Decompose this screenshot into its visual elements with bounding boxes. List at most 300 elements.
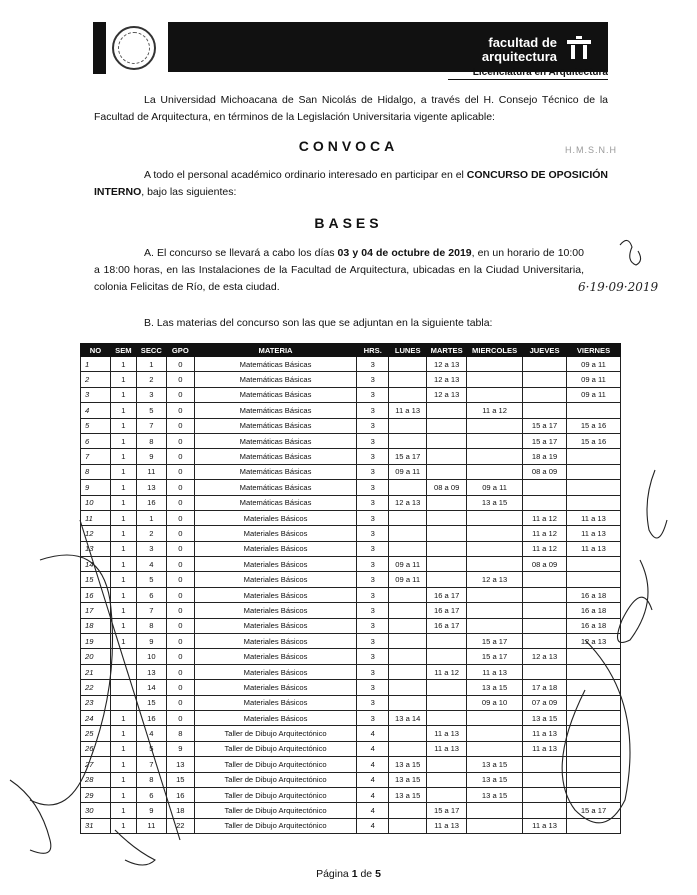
table-cell bbox=[389, 818, 427, 833]
table-row bbox=[81, 557, 621, 572]
table-cell: Matemáticas Básicas bbox=[194, 449, 357, 464]
table-cell: 0 bbox=[166, 587, 194, 602]
table-cell: 1 bbox=[110, 741, 136, 756]
table-cell: 3 bbox=[136, 541, 166, 556]
table-cell bbox=[389, 803, 427, 818]
table-cell bbox=[427, 710, 467, 725]
table-cell: 11 a 12 bbox=[523, 510, 567, 525]
table-cell bbox=[567, 449, 621, 464]
table-cell: 2 bbox=[81, 372, 111, 387]
faculty-logo-icon bbox=[565, 34, 593, 62]
table-cell: Taller de Dibujo Arquitectónico bbox=[194, 757, 357, 772]
page-total: 5 bbox=[375, 868, 381, 880]
table-cell: 3 bbox=[357, 587, 389, 602]
table-cell: 4 bbox=[81, 403, 111, 418]
table-cell bbox=[427, 464, 467, 479]
table-cell: 12 a 13 bbox=[427, 387, 467, 402]
table-cell bbox=[427, 403, 467, 418]
table-cell: 9 bbox=[166, 741, 194, 756]
table-cell: Matemáticas Básicas bbox=[194, 464, 357, 479]
table-cell: 27 bbox=[81, 757, 111, 772]
column-header: HRS. bbox=[357, 344, 389, 357]
table-cell: Matemáticas Básicas bbox=[194, 418, 357, 433]
table-cell: 1 bbox=[110, 541, 136, 556]
table-row bbox=[81, 541, 621, 556]
table-cell: 18 a 19 bbox=[523, 449, 567, 464]
table-cell: 15 a 17 bbox=[427, 803, 467, 818]
table-cell bbox=[389, 603, 427, 618]
table-cell bbox=[567, 495, 621, 510]
table-cell: 8 bbox=[136, 772, 166, 787]
table-cell bbox=[427, 495, 467, 510]
table-cell bbox=[567, 757, 621, 772]
table-cell: 4 bbox=[357, 787, 389, 802]
table-cell: 1 bbox=[110, 634, 136, 649]
table-cell: 4 bbox=[357, 757, 389, 772]
table-cell: 8 bbox=[166, 726, 194, 741]
table-row bbox=[81, 603, 621, 618]
table-cell: 8 bbox=[136, 618, 166, 633]
table-cell bbox=[467, 741, 523, 756]
table-cell: 16 a 17 bbox=[427, 603, 467, 618]
table-cell: 13 a 15 bbox=[389, 757, 427, 772]
invitation-text-before: A todo el personal académico ordinario interesado en participar en el bbox=[144, 169, 467, 181]
table-cell bbox=[389, 480, 427, 495]
table-cell: 7 bbox=[136, 418, 166, 433]
table-cell: Matemáticas Básicas bbox=[194, 480, 357, 495]
table-cell: 1 bbox=[110, 710, 136, 725]
table-cell bbox=[523, 387, 567, 402]
table-cell bbox=[567, 787, 621, 802]
table-cell bbox=[389, 541, 427, 556]
table-cell: Materiales Básicos bbox=[194, 634, 357, 649]
table-cell: 0 bbox=[166, 357, 194, 372]
table-cell: 30 bbox=[81, 803, 111, 818]
table-cell: 21 bbox=[81, 664, 111, 679]
table-row bbox=[81, 387, 621, 402]
table-cell bbox=[523, 480, 567, 495]
table-cell bbox=[467, 557, 523, 572]
table-cell bbox=[467, 803, 523, 818]
table-cell: 11 a 12 bbox=[427, 664, 467, 679]
table-cell: 4 bbox=[136, 557, 166, 572]
table-cell: 1 bbox=[110, 787, 136, 802]
table-cell bbox=[389, 418, 427, 433]
table-cell: Materiales Básicos bbox=[194, 710, 357, 725]
table-cell: 09 a 11 bbox=[567, 387, 621, 402]
table-cell bbox=[467, 587, 523, 602]
table-cell: Taller de Dibujo Arquitectónico bbox=[194, 726, 357, 741]
column-header: JUEVES bbox=[523, 344, 567, 357]
table-row bbox=[81, 587, 621, 602]
table-cell bbox=[467, 433, 523, 448]
table-row bbox=[81, 680, 621, 695]
table-cell: 10 bbox=[81, 495, 111, 510]
table-cell: 24 bbox=[81, 710, 111, 725]
table-cell: 19 bbox=[81, 634, 111, 649]
table-cell: Matemáticas Básicas bbox=[194, 403, 357, 418]
table-cell: 1 bbox=[110, 403, 136, 418]
table-row bbox=[81, 695, 621, 710]
table-cell: 15 a 16 bbox=[567, 433, 621, 448]
table-row bbox=[81, 726, 621, 741]
table-cell bbox=[567, 818, 621, 833]
table-cell: 1 bbox=[110, 418, 136, 433]
table-cell: 1 bbox=[110, 495, 136, 510]
table-cell: 0 bbox=[166, 557, 194, 572]
table-cell: 13 a 15 bbox=[467, 495, 523, 510]
signature-right-1 bbox=[647, 470, 667, 538]
table-cell: Materiales Básicos bbox=[194, 557, 357, 572]
table-cell: 6 bbox=[81, 433, 111, 448]
table-cell: 22 bbox=[81, 680, 111, 695]
table-cell bbox=[523, 787, 567, 802]
table-cell: 09 a 11 bbox=[567, 372, 621, 387]
table-cell: 4 bbox=[136, 726, 166, 741]
table-cell: 11 bbox=[136, 464, 166, 479]
table-cell: 11 a 12 bbox=[467, 403, 523, 418]
university-seal-icon bbox=[112, 26, 156, 70]
column-header: VIERNES bbox=[567, 344, 621, 357]
table-cell: 5 bbox=[136, 572, 166, 587]
table-cell: Taller de Dibujo Arquitectónico bbox=[194, 787, 357, 802]
table-cell: Materiales Básicos bbox=[194, 664, 357, 679]
table-cell: 11 a 13 bbox=[523, 818, 567, 833]
table-cell bbox=[110, 695, 136, 710]
table-cell bbox=[427, 510, 467, 525]
table-cell: 15 a 17 bbox=[467, 649, 523, 664]
table-cell: Matemáticas Básicas bbox=[194, 357, 357, 372]
table-cell: 0 bbox=[166, 634, 194, 649]
table-cell: 5 bbox=[136, 741, 166, 756]
table-cell: 2 bbox=[136, 526, 166, 541]
table-cell bbox=[389, 634, 427, 649]
table-cell bbox=[389, 587, 427, 602]
table-cell: 3 bbox=[357, 557, 389, 572]
table-cell: Matemáticas Básicas bbox=[194, 495, 357, 510]
table-cell: 3 bbox=[357, 464, 389, 479]
contest-dates: 03 y 04 de octubre de 2019 bbox=[337, 247, 472, 259]
table-cell: 0 bbox=[166, 372, 194, 387]
table-cell bbox=[467, 526, 523, 541]
table-cell: 16 bbox=[136, 710, 166, 725]
faculty-line1: facultad de bbox=[488, 35, 557, 50]
table-cell: 09 a 11 bbox=[389, 464, 427, 479]
table-cell: 0 bbox=[166, 710, 194, 725]
table-cell: 3 bbox=[357, 634, 389, 649]
table-cell: 7 bbox=[136, 757, 166, 772]
table-cell: Matemáticas Básicas bbox=[194, 433, 357, 448]
table-cell bbox=[467, 449, 523, 464]
table-row bbox=[81, 572, 621, 587]
table-cell: 0 bbox=[166, 464, 194, 479]
table-cell bbox=[110, 649, 136, 664]
item-b-paragraph: B. Las materias del concurso son las que se adjuntan en la siguiente tabla: bbox=[144, 317, 493, 329]
table-cell bbox=[523, 618, 567, 633]
table-cell: 1 bbox=[110, 772, 136, 787]
table-cell bbox=[427, 449, 467, 464]
table-row bbox=[81, 772, 621, 787]
table-cell: 17 a 18 bbox=[523, 680, 567, 695]
table-cell bbox=[567, 572, 621, 587]
table-cell: 15 a 17 bbox=[467, 634, 523, 649]
table-cell: 1 bbox=[136, 510, 166, 525]
table-cell bbox=[523, 372, 567, 387]
table-cell bbox=[389, 649, 427, 664]
invitation-paragraph bbox=[94, 167, 608, 201]
intro-paragraph: La Universidad Michoacana de San Nicolás de Hidalgo, a través del H. Consejo Técnico de la Facultad de Arquitectura, en términos de la Legislación Universitaria vigente aplicable: bbox=[94, 94, 608, 123]
table-cell: Materiales Básicos bbox=[194, 680, 357, 695]
table-cell: 11 bbox=[136, 818, 166, 833]
program-name: Licenciatura en Arquitectura bbox=[448, 67, 608, 80]
table-cell: 3 bbox=[357, 495, 389, 510]
table-cell: 1 bbox=[110, 526, 136, 541]
table-cell bbox=[467, 510, 523, 525]
table-cell bbox=[389, 618, 427, 633]
table-cell: Taller de Dibujo Arquitectónico bbox=[194, 741, 357, 756]
table-cell: 4 bbox=[357, 772, 389, 787]
table-cell: 14 bbox=[136, 680, 166, 695]
column-header: SECC bbox=[136, 344, 166, 357]
table-cell: 3 bbox=[357, 572, 389, 587]
table-cell: 13 a 15 bbox=[467, 680, 523, 695]
table-cell: 1 bbox=[110, 803, 136, 818]
table-cell bbox=[110, 664, 136, 679]
table-cell: 0 bbox=[166, 449, 194, 464]
table-row bbox=[81, 403, 621, 418]
table-cell bbox=[467, 603, 523, 618]
table-cell: 11 a 13 bbox=[523, 741, 567, 756]
table-row bbox=[81, 634, 621, 649]
table-cell: 11 a 12 bbox=[523, 541, 567, 556]
table-cell bbox=[427, 541, 467, 556]
table-cell: Taller de Dibujo Arquitectónico bbox=[194, 772, 357, 787]
table-cell: 1 bbox=[110, 510, 136, 525]
table-cell: 16 bbox=[166, 787, 194, 802]
table-cell: 1 bbox=[110, 757, 136, 772]
table-cell bbox=[389, 726, 427, 741]
table-cell bbox=[389, 526, 427, 541]
table-cell: 1 bbox=[110, 557, 136, 572]
item-a-before: A. El concurso se llevará a cabo los días bbox=[144, 247, 338, 259]
table-cell bbox=[427, 757, 467, 772]
table-cell: 13 a 15 bbox=[389, 772, 427, 787]
table-cell: 09 a 11 bbox=[389, 557, 427, 572]
table-cell: 3 bbox=[357, 695, 389, 710]
table-cell: Materiales Básicos bbox=[194, 526, 357, 541]
table-cell: 3 bbox=[357, 387, 389, 402]
table-cell: Taller de Dibujo Arquitectónico bbox=[194, 818, 357, 833]
table-cell: 3 bbox=[81, 387, 111, 402]
table-cell: 0 bbox=[166, 403, 194, 418]
signature-right-2 bbox=[618, 560, 653, 643]
table-cell bbox=[467, 541, 523, 556]
table-cell: 1 bbox=[110, 480, 136, 495]
table-cell: Materiales Básicos bbox=[194, 541, 357, 556]
table-cell bbox=[389, 510, 427, 525]
table-cell: 0 bbox=[166, 603, 194, 618]
page-number: 1 bbox=[351, 868, 358, 880]
table-cell: 15 a 17 bbox=[389, 449, 427, 464]
table-cell bbox=[389, 433, 427, 448]
contest-name: CONCURSO DE OPOSICIÓN INTERNO bbox=[94, 169, 608, 198]
table-cell bbox=[427, 526, 467, 541]
table-cell: 13 a 15 bbox=[389, 787, 427, 802]
table-cell bbox=[389, 387, 427, 402]
table-cell: 0 bbox=[166, 480, 194, 495]
table-cell bbox=[467, 464, 523, 479]
table-cell bbox=[467, 357, 523, 372]
table-cell: 13 a 15 bbox=[467, 772, 523, 787]
footer-middle: de bbox=[357, 868, 376, 880]
table-cell: 12 a 13 bbox=[567, 634, 621, 649]
table-cell: 12 a 13 bbox=[389, 495, 427, 510]
table-cell bbox=[523, 357, 567, 372]
table-cell: 08 a 09 bbox=[427, 480, 467, 495]
table-cell bbox=[467, 387, 523, 402]
table-cell: 11 a 13 bbox=[467, 664, 523, 679]
table-cell: Materiales Básicos bbox=[194, 603, 357, 618]
table-cell: Materiales Básicos bbox=[194, 572, 357, 587]
column-header: MIERCOLES bbox=[467, 344, 523, 357]
table-cell bbox=[523, 772, 567, 787]
table-cell: 3 bbox=[357, 603, 389, 618]
header-left-bar bbox=[93, 22, 106, 74]
invitation-text-after: , bajo las siguientes: bbox=[141, 186, 237, 198]
page-footer bbox=[0, 868, 697, 880]
table-cell: 15 bbox=[81, 572, 111, 587]
table-cell: 0 bbox=[166, 572, 194, 587]
table-cell: 22 bbox=[166, 818, 194, 833]
table-cell: 1 bbox=[110, 433, 136, 448]
table-cell: 20 bbox=[81, 649, 111, 664]
table-row bbox=[81, 618, 621, 633]
table-cell: 3 bbox=[357, 372, 389, 387]
table-cell: 11 a 13 bbox=[567, 541, 621, 556]
table-cell: 1 bbox=[110, 372, 136, 387]
table-cell bbox=[467, 710, 523, 725]
table-header-row bbox=[81, 344, 621, 357]
table-cell: 09 a 11 bbox=[467, 480, 523, 495]
table-cell: 3 bbox=[357, 480, 389, 495]
table-cell: 1 bbox=[110, 357, 136, 372]
table-cell bbox=[567, 695, 621, 710]
table-cell: 13 a 15 bbox=[467, 757, 523, 772]
table-cell: 0 bbox=[166, 618, 194, 633]
table-cell: 1 bbox=[110, 818, 136, 833]
table-cell: 3 bbox=[357, 618, 389, 633]
table-cell: 3 bbox=[357, 433, 389, 448]
table-cell: 13 bbox=[136, 664, 166, 679]
table-cell: 25 bbox=[81, 726, 111, 741]
table-cell: 3 bbox=[357, 680, 389, 695]
table-cell bbox=[427, 695, 467, 710]
table-cell bbox=[567, 726, 621, 741]
table-cell bbox=[389, 741, 427, 756]
table-cell: 1 bbox=[110, 387, 136, 402]
table-cell: 16 a 17 bbox=[427, 618, 467, 633]
table-cell: 13 bbox=[81, 541, 111, 556]
table-cell: 0 bbox=[166, 387, 194, 402]
signature-left-3 bbox=[115, 830, 155, 865]
table-row bbox=[81, 418, 621, 433]
table-cell: 11 a 13 bbox=[567, 510, 621, 525]
table-cell: 0 bbox=[166, 664, 194, 679]
table-cell: 12 a 13 bbox=[467, 572, 523, 587]
table-cell: 0 bbox=[166, 510, 194, 525]
table-cell: 17 bbox=[81, 603, 111, 618]
table-cell: 8 bbox=[136, 433, 166, 448]
table-cell bbox=[427, 634, 467, 649]
table-cell bbox=[523, 803, 567, 818]
table-cell: 09 a 10 bbox=[467, 695, 523, 710]
table-cell: 11 a 13 bbox=[523, 726, 567, 741]
table-cell: 0 bbox=[166, 433, 194, 448]
table-cell: Matemáticas Básicas bbox=[194, 387, 357, 402]
table-cell: 1 bbox=[136, 357, 166, 372]
item-a-paragraph bbox=[94, 245, 584, 296]
table-cell: 16 bbox=[81, 587, 111, 602]
bases-title: BASES bbox=[314, 215, 383, 231]
table-row bbox=[81, 464, 621, 479]
table-cell bbox=[467, 726, 523, 741]
table-cell: 1 bbox=[110, 464, 136, 479]
footer-before: Página bbox=[316, 868, 352, 880]
table-cell: 13 a 14 bbox=[389, 710, 427, 725]
table-cell: 16 a 18 bbox=[567, 603, 621, 618]
table-cell bbox=[567, 403, 621, 418]
table-cell: 1 bbox=[81, 357, 111, 372]
table-cell bbox=[523, 664, 567, 679]
table-cell: 12 bbox=[81, 526, 111, 541]
handwritten-date: 6·19·09·2019 bbox=[578, 280, 659, 294]
signature-initials-top bbox=[620, 240, 641, 265]
table-cell: 3 bbox=[357, 510, 389, 525]
table-cell: 29 bbox=[81, 787, 111, 802]
table-row bbox=[81, 710, 621, 725]
table-cell: 4 bbox=[357, 818, 389, 833]
table-cell bbox=[389, 680, 427, 695]
table-cell: 9 bbox=[81, 480, 111, 495]
table-cell: 1 bbox=[110, 572, 136, 587]
table-cell: 3 bbox=[357, 526, 389, 541]
table-cell: Materiales Básicos bbox=[194, 587, 357, 602]
signature-left-2 bbox=[10, 780, 51, 853]
table-cell bbox=[567, 680, 621, 695]
table-cell: 5 bbox=[136, 403, 166, 418]
table-row bbox=[81, 495, 621, 510]
table-cell bbox=[567, 741, 621, 756]
table-cell: 11 a 13 bbox=[567, 526, 621, 541]
table-cell: 3 bbox=[357, 418, 389, 433]
table-cell: 31 bbox=[81, 818, 111, 833]
table-cell: 16 a 18 bbox=[567, 587, 621, 602]
table-cell: 11 a 13 bbox=[389, 403, 427, 418]
table-cell bbox=[389, 664, 427, 679]
table-cell bbox=[567, 772, 621, 787]
table-cell: 1 bbox=[110, 449, 136, 464]
table-cell bbox=[427, 418, 467, 433]
faculty-line2: arquitectura bbox=[481, 49, 557, 64]
stamp-mark: H.M.S.N.H bbox=[565, 145, 618, 155]
table-cell: 07 a 09 bbox=[523, 695, 567, 710]
table-cell: 13 a 15 bbox=[523, 710, 567, 725]
column-header: MATERIA bbox=[194, 344, 357, 357]
table-cell: 16 a 18 bbox=[567, 618, 621, 633]
table-cell: 0 bbox=[166, 495, 194, 510]
table-cell: Taller de Dibujo Arquitectónico bbox=[194, 803, 357, 818]
table-cell bbox=[427, 772, 467, 787]
